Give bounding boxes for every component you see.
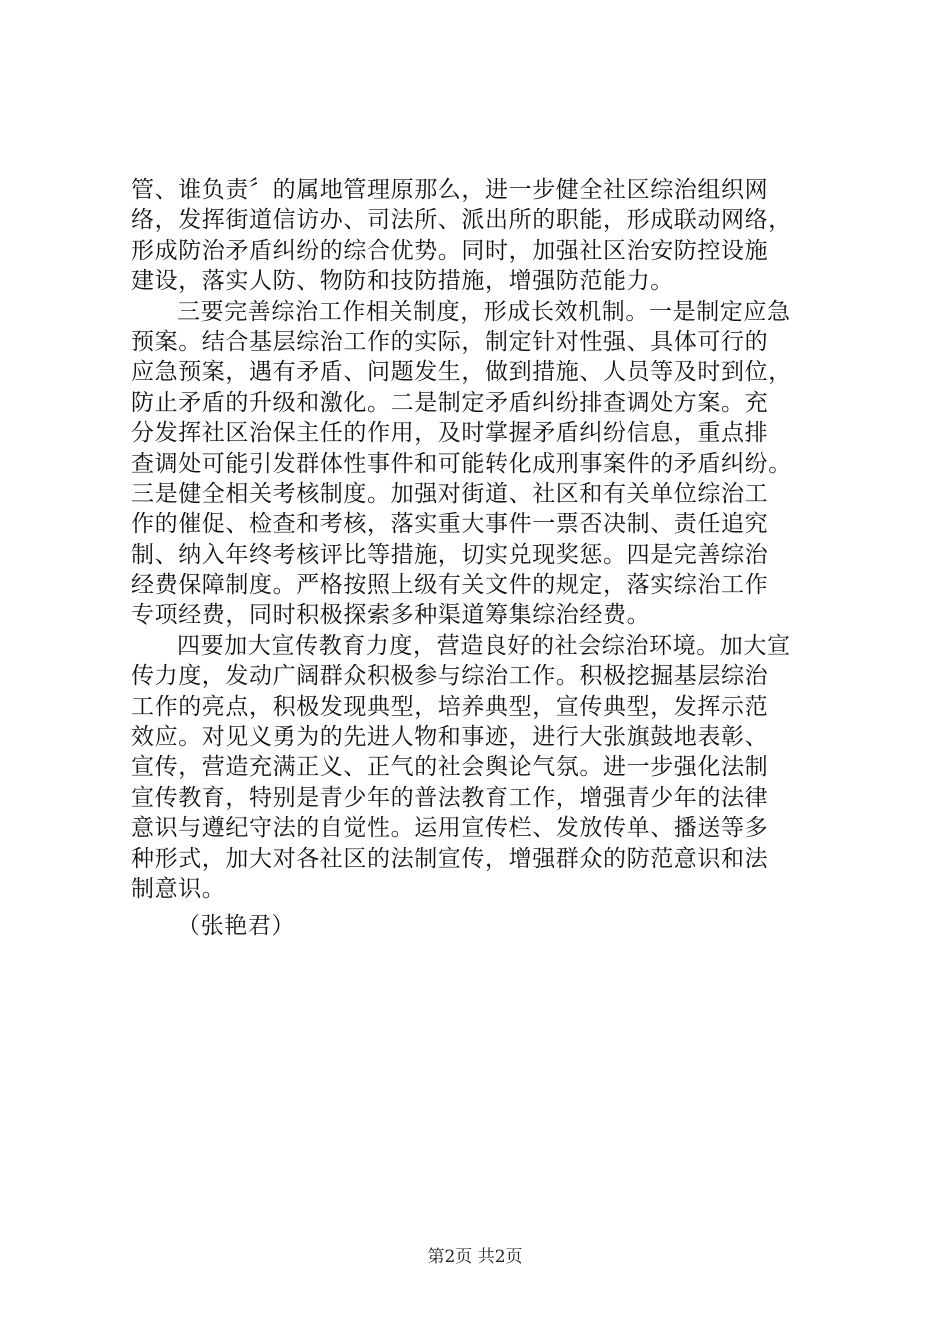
text-line: 专项经费，同时积极探索多种渠道筹集综治经费。 bbox=[131, 602, 651, 629]
text-line: 分发挥社区治保主任的作用，及时掌握矛盾纠纷信息，重点排 bbox=[131, 420, 769, 447]
text-line: 宣传，营造充满正义、正气的社会舆论气氛。进一步强化法制 bbox=[131, 754, 769, 781]
paragraph-p2 bbox=[131, 297, 851, 631]
text-line: 建设，落实人防、物防和技防措施，增强防范能力。 bbox=[131, 268, 674, 295]
text-line: 查调处可能引发群体性事件和可能转化成刑事案件的矛盾纠纷。 bbox=[131, 450, 792, 477]
text-line: 四要加大宣传教育力度，营造良好的社会综治环境。加大宣 bbox=[177, 632, 791, 659]
text-line: 意识与遵纪守法的自觉性。运用宣传栏、发放传单、播送等多 bbox=[131, 815, 769, 842]
text-line: 形成防治矛盾纠纷的综合优势。同时，加强社区治安防控设施 bbox=[131, 237, 769, 264]
paragraph-p3 bbox=[131, 631, 851, 905]
author-signature: （张艳君） bbox=[177, 913, 295, 939]
document-body bbox=[131, 175, 851, 904]
text-line: 工作的亮点，积极发现典型，培养典型，宣传典型，发挥示范 bbox=[131, 693, 769, 720]
text-line: 管、谁负责〞的属地管理原那么，进一步健全社区综治组织网 bbox=[131, 177, 769, 203]
text-line: 制意识。 bbox=[131, 875, 226, 902]
text-line: 经费保障制度。严格按照上级有关文件的规定，落实综治工作 bbox=[131, 572, 769, 599]
text-line: 三要完善综治工作相关制度，形成长效机制。一是制定应急 bbox=[177, 298, 791, 325]
text-line: 防止矛盾的升级和激化。二是制定矛盾纠纷排查调处方案。充 bbox=[131, 389, 769, 416]
text-line: 应急预案，遇有矛盾、问题发生，做到措施、人员等及时到位， bbox=[131, 359, 792, 386]
text-line: 传力度，发动广阔群众积极参与综治工作。积极挖掘基层综治 bbox=[131, 663, 769, 690]
text-line: 效应。对见义勇为的先进人物和事迹，进行大张旗鼓地表彰、 bbox=[131, 724, 769, 751]
text-line: 种形式，加大对各社区的法制宣传，增强群众的防范意识和法 bbox=[131, 845, 769, 872]
text-line: 络，发挥街道信访办、司法所、派出所的职能，形成联动网络， bbox=[131, 207, 792, 234]
page-footer: 第2页 共2页 bbox=[427, 1247, 523, 1267]
text-line: 三是健全相关考核制度。加强对街道、社区和有关单位综治工 bbox=[131, 480, 769, 507]
paragraph-p1 bbox=[131, 175, 851, 297]
text-line: 宣传教育，特别是青少年的普法教育工作，增强青少年的法律 bbox=[131, 784, 769, 811]
text-line: 作的催促、检查和考核，落实重大事件一票否决制、责任追究 bbox=[131, 511, 769, 538]
text-line: 制、纳入年终考核评比等措施，切实兑现奖惩。四是完善综治 bbox=[131, 541, 769, 568]
text-line: 预案。结合基层综治工作的实际，制定针对性强、具体可行的 bbox=[131, 328, 769, 355]
